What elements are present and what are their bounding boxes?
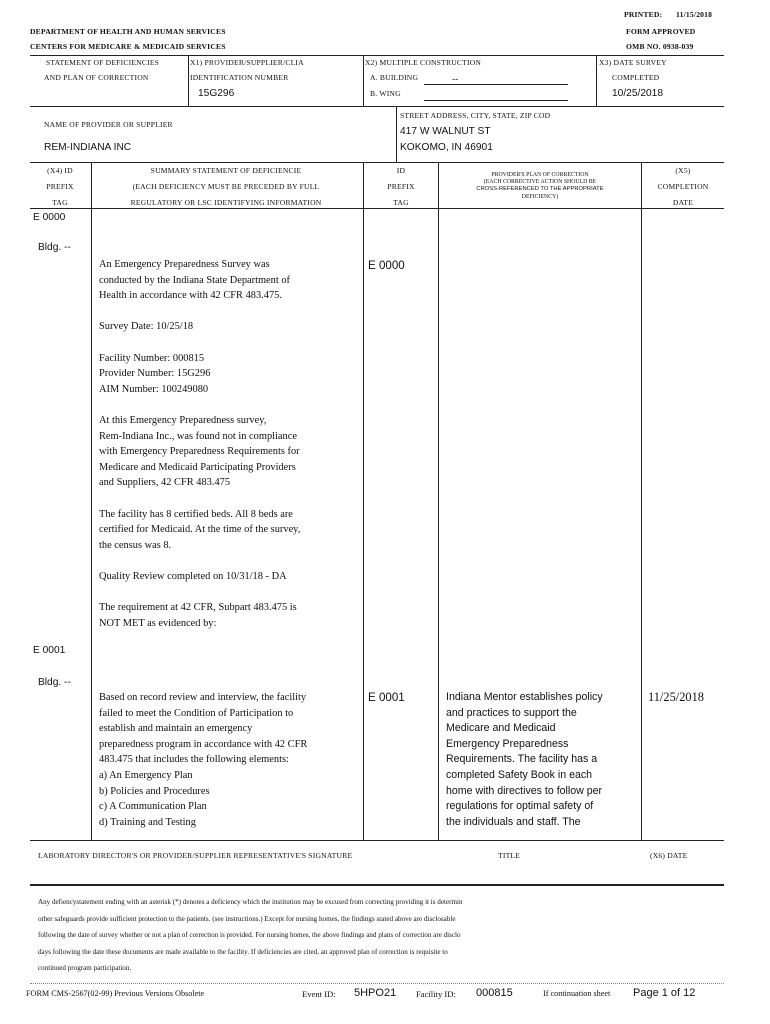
x4-id-label: (X4) ID [47,166,73,175]
statement-label: STATEMENT OF DEFICIENCIES [46,58,160,67]
blank-line [99,584,361,600]
footer-divider [30,983,724,984]
blank-line [99,553,361,569]
plan-header-line: DEFICIENCY) [521,193,559,200]
omb-number: OMB NO. 0938-039 [626,42,694,51]
text-line: d) Training and Testing [99,816,196,828]
x5-label: (X5) [675,166,691,175]
x4-tag-label: TAG [52,198,68,207]
text-line: establish and maintain an emergency [99,723,253,735]
clia-number: 15G296 [198,88,235,99]
building-value: -- [452,73,459,84]
entry-building: Bldg. -- [38,677,71,688]
disclaimer-line: Any defiencystatement ending with an asterisk (*) denotes a deficiency which the institution may be excused from correcting providing it is determin [38,898,463,906]
event-id-label: Event ID: [302,989,336,999]
entry-id: E 0001 [368,691,405,704]
signature-label: LABORATORY DIRECTOR'S OR PROVIDER/SUPPLIER REPRESENTATIVE'S SIGNATURE [38,851,353,860]
survey-completed-date: 10/25/2018 [612,88,663,99]
x6-date-label: (X6) DATE [650,851,688,860]
text-line: An Emergency Preparedness Survey was [99,259,270,270]
text-line: Quality Review completed on 10/31/18 - DA [99,570,287,582]
text-line: NOT MET as evidenced by: [99,617,217,629]
provider-clia-label: X1) PROVIDER/SUPPLIER/CLIA [190,58,304,67]
id-label: ID [396,166,406,175]
text-line: Provider Number: 15G296 [99,368,211,380]
plan-line: the individuals and staff. The [446,815,581,828]
plan-line: and practices to support the [446,706,577,719]
blank-line [99,304,361,320]
text-line: preparedness program in accordance with 42 CFR [99,738,308,750]
identification-number-label: IDENTIFICATION NUMBER [190,73,289,82]
deficiency-text [99,257,361,631]
completion-label: COMPLETION [657,182,709,191]
blank-line [99,491,361,507]
text-line: Rem-Indiana Inc., was found not in compliance [99,430,297,442]
plan-line: regulations for optimal safety of [446,800,594,813]
plan-of-correction-text [446,690,638,830]
disclaimer-line: continued program participation. [38,964,132,973]
text-line: At this Emergency Preparedness survey, [99,414,267,426]
blank-line [99,335,361,351]
form-number: FORM CMS-2567(02-99) Previous Versions Obsolete [26,989,205,998]
facility-id: 000815 [476,987,513,999]
text-line: Based on record review and interview, the facility [99,692,307,703]
text-line: The requirement at 42 CFR, Subpart 483.475 is [99,602,297,614]
text-line: with Emergency Preparedness Requirements for [99,446,300,458]
city-state-zip: KOKOMO, IN 46901 [400,142,493,153]
entry-building: Bldg. -- [38,242,71,253]
summary-regulatory-label: REGULATORY OR LSC IDENTIFYING INFORMATION [130,198,322,207]
plan-of-correction-header [440,172,640,201]
disclaimer-line: following the date of survey whether or not a plan of correction is provided. For nursing homes, the above findings and plans of correction are disclo [38,931,461,940]
disclaimer [38,894,728,977]
text-line: The facility has 8 certified beds. All 8 beds are [99,508,293,520]
plan-line: Indiana Mentor establishes policy [446,691,603,703]
date-survey-label: X3) DATE SURVEY [599,58,667,67]
text-line: Health in accordance with 42 CFR 483.475. [99,290,282,302]
plan-line: completed Safety Book in each [446,768,593,781]
printed-date: 11/15/2018 [676,10,713,19]
plan-line: Medicare and Medicaid [446,722,556,735]
entry-id: E 0000 [368,259,405,272]
entry-tag: E 0001 [33,645,66,656]
text-line: certified for Medicaid. At the time of the survey, [99,524,301,536]
summary-statement-label: SUMMARY STATEMENT OF DEFICIENCIE [150,166,302,175]
plan-line: Requirements. The facility has a [446,753,598,766]
text-line: b) Policies and Procedures [99,785,210,797]
plan-line: Emergency Preparedness [446,737,569,750]
text-line: the census was 8. [99,539,172,551]
text-line: Medicare and Medicaid Participating Providers [99,461,296,473]
event-id: 5HPO21 [354,987,397,999]
text-line: 483.475 that includes the following elements: [99,754,289,766]
text-line: c) A Communication Plan [99,801,207,813]
street-address-label: STREET ADDRESS, CITY, STATE, ZIP COD [400,111,551,120]
plan-header-line: PROVIDER'S PLAN OF CORRECTION [491,172,589,178]
provider-name: REM-INDIANA INC [44,142,132,153]
department-title: DEPARTMENT OF HEALTH AND HUMAN SERVICES [30,27,226,36]
summary-instruction-label: (EACH DEFICIENCY MUST BE PRECEDED BY FULL [132,182,320,191]
form-approved: FORM APPROVED [626,27,696,36]
printed-label: PRINTED: [624,10,663,19]
entry-tag: E 0000 [33,212,66,223]
building-label: A. BUILDING [370,73,419,82]
page-number: Page 1 of 12 [633,987,696,999]
text-line: and Suppliers, 42 CFR 483.475 [99,477,231,489]
blank-line [99,397,361,413]
completed-label: COMPLETED [612,73,660,82]
completion-date: 11/25/2018 [648,690,704,704]
id-prefix-label: PREFIX [387,182,415,191]
text-line: Facility Number: 000815 [99,352,205,364]
text-line: Survey Date: 10/25/18 [99,321,194,333]
centers-title: CENTERS FOR MEDICARE & MEDICAID SERVICES [30,42,226,51]
title-label: TITLE [498,851,521,860]
x4-prefix-label: PREFIX [46,182,74,191]
provider-name-label: NAME OF PROVIDER OR SUPPLIER [44,120,173,129]
id-tag-label: TAG [393,198,409,207]
plan-header-line: (EACH CORRECTIVE ACTION SHOULD BE [483,179,597,186]
text-line: failed to meet the Condition of Participation to [99,707,294,719]
street-address: 417 W WALNUT ST [400,126,491,137]
multiple-construction-label: X2) MULTIPLE CONSTRUCTION [365,58,482,67]
date-label: DATE [672,198,694,207]
deficiency-text [99,690,361,830]
disclaimer-line: days following the date these documents are made available to the facility. If deficiencies are cited, an approved plan of correction is requisite to [38,947,448,956]
wing-label: B. WING [370,89,401,98]
disclaimer-line: other safeguards provide sufficient protection to the patients. (see instructions.) Except for nursing homes, the findings stated above are disclosable [38,914,456,923]
plan-line: home with directives to follow per [446,784,603,797]
facility-id-label: Facility ID: [416,989,456,999]
text-line: a) An Emergency Plan [99,769,193,781]
continuation-label: If continuation sheet [543,989,611,998]
text-line: AIM Number: 100249080 [99,383,209,395]
plan-header-line: CROSS-REFERENCED TO THE APPROPRIATE [476,186,604,193]
text-line: conducted by the Indiana State Department of [99,274,291,286]
plan-of-correction-label: AND PLAN OF CORRECTION [44,73,149,82]
